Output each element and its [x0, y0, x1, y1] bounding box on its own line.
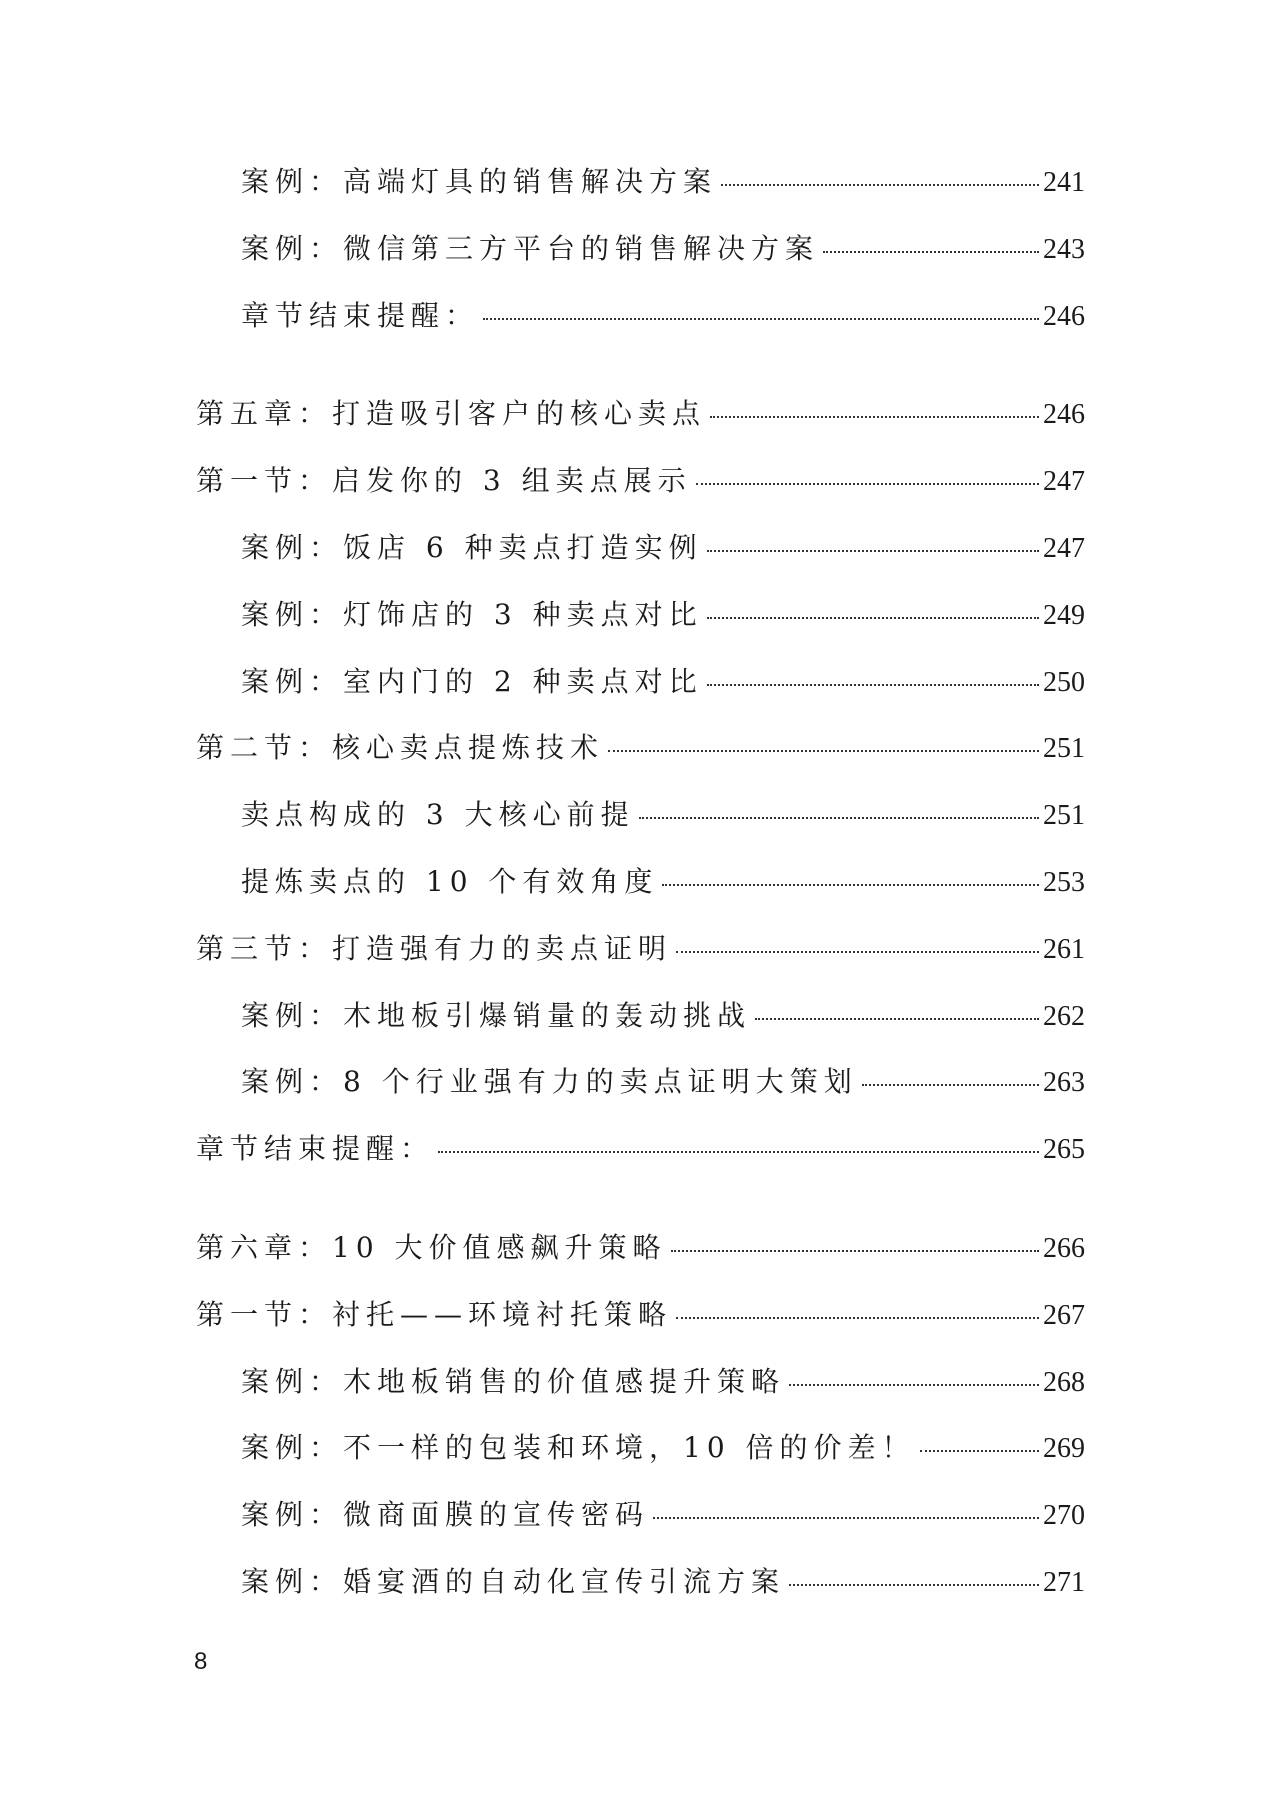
- toc-entry-title: 章节结束提醒：: [196, 1132, 435, 1166]
- toc-entry[interactable]: [196, 593, 1085, 660]
- toc-entry-title: 案例：婚宴酒的自动化宣传引流方案: [241, 1564, 786, 1598]
- dot-leader: [823, 251, 1039, 253]
- dot-leader: [662, 884, 1039, 886]
- toc-entry-title: 第五章：打造吸引客户的核心卖点: [196, 397, 707, 431]
- toc-entry[interactable]: [196, 1293, 1085, 1360]
- toc-entry-title: 第一节：衬托——环境衬托策略: [196, 1297, 673, 1331]
- toc-entry[interactable]: [196, 1560, 1085, 1627]
- dot-leader: [671, 1250, 1039, 1252]
- dot-leader: [438, 1151, 1039, 1153]
- dot-leader: [639, 817, 1039, 819]
- toc-entry-title: 第六章：10 大价值感飙升策略: [196, 1230, 667, 1264]
- toc-entry[interactable]: [196, 1426, 1085, 1493]
- dot-leader: [789, 1384, 1039, 1386]
- page-number: 8: [194, 1648, 208, 1675]
- dot-leader: [707, 617, 1039, 619]
- toc-entry-page-number: 247: [1043, 532, 1085, 564]
- dot-leader: [483, 318, 1039, 320]
- toc-entry[interactable]: [196, 1493, 1085, 1560]
- dot-leader: [676, 951, 1039, 953]
- dot-leader: [707, 684, 1039, 686]
- toc-entry-page-number: 246: [1043, 300, 1085, 332]
- toc-entry[interactable]: [196, 1127, 1085, 1194]
- toc-entry-page-number: 241: [1043, 167, 1085, 198]
- toc-entry-title: 案例：室内门的 2 种卖点对比: [241, 664, 703, 698]
- toc-entry-page-number: 251: [1043, 733, 1085, 765]
- toc-entry-page-number: 246: [1043, 399, 1085, 431]
- toc-entry-title: 卖点构成的 3 大核心前提: [241, 798, 635, 832]
- dot-leader: [710, 416, 1039, 418]
- dot-leader: [862, 1084, 1039, 1086]
- toc-entry-page-number: 253: [1043, 866, 1085, 898]
- toc-entry[interactable]: [196, 459, 1085, 526]
- toc-entry-title: 第二节：核心卖点提炼技术: [196, 731, 605, 765]
- dot-leader: [653, 1517, 1039, 1519]
- toc-entry-title: 案例：木地板引爆销量的轰动挑战: [241, 998, 752, 1032]
- toc-entry[interactable]: [196, 860, 1085, 927]
- toc-entry-title: 章节结束提醒：: [241, 298, 480, 332]
- toc-entry-page-number: 270: [1043, 1500, 1085, 1532]
- toc-entry-page-number: 271: [1043, 1566, 1085, 1598]
- dot-leader: [707, 550, 1039, 552]
- toc-entry-title: 提炼卖点的 10 个有效角度: [241, 864, 659, 898]
- toc-entry[interactable]: [196, 927, 1085, 994]
- toc-entry-page-number: 251: [1043, 800, 1085, 832]
- toc-entry-page-number: 247: [1043, 466, 1085, 498]
- dot-leader: [755, 1018, 1039, 1020]
- dot-leader: [676, 1317, 1039, 1319]
- toc-entry-page-number: 250: [1043, 666, 1085, 698]
- toc-entry-page-number: 266: [1043, 1232, 1085, 1264]
- table-of-contents: [196, 160, 1085, 1627]
- toc-entry[interactable]: [196, 660, 1085, 727]
- toc-entry-title: 案例：木地板销售的价值感提升策略: [241, 1364, 786, 1398]
- toc-entry-title: 案例：不一样的包装和环境，10 倍的价差！: [241, 1431, 916, 1465]
- toc-entry-title: 第三节：打造强有力的卖点证明: [196, 931, 673, 965]
- toc-entry-title: 案例：8 个行业强有力的卖点证明大策划: [241, 1065, 858, 1099]
- toc-entry-page-number: 262: [1043, 1000, 1085, 1032]
- toc-entry[interactable]: [196, 793, 1085, 860]
- toc-entry[interactable]: [196, 392, 1085, 459]
- dot-leader: [920, 1450, 1039, 1452]
- toc-entry[interactable]: [196, 726, 1085, 793]
- dot-leader: [789, 1584, 1039, 1586]
- toc-entry[interactable]: [196, 1226, 1085, 1293]
- toc-entry-title: 案例：高端灯具的销售解决方案: [241, 165, 718, 198]
- toc-entry[interactable]: [196, 1060, 1085, 1127]
- toc-entry-page-number: 261: [1043, 933, 1085, 965]
- toc-entry[interactable]: [196, 994, 1085, 1061]
- dot-leader: [696, 483, 1039, 485]
- toc-entry-title: 案例：饭店 6 种卖点打造实例: [241, 530, 703, 564]
- toc-entry-title: 案例：微商面膜的宣传密码: [241, 1498, 650, 1532]
- toc-entry[interactable]: [196, 526, 1085, 593]
- toc-entry-page-number: 268: [1043, 1366, 1085, 1398]
- toc-entry[interactable]: [196, 1360, 1085, 1427]
- toc-entry-title: 第一节：启发你的 3 组卖点展示: [196, 464, 692, 498]
- toc-entry-page-number: 249: [1043, 599, 1085, 631]
- toc-entry[interactable]: [196, 160, 1085, 227]
- dot-leader: [608, 750, 1039, 752]
- toc-entry-page-number: 265: [1043, 1134, 1085, 1166]
- toc-entry-page-number: 267: [1043, 1299, 1085, 1331]
- toc-entry-page-number: 269: [1043, 1433, 1085, 1465]
- toc-entry[interactable]: [196, 227, 1085, 294]
- toc-entry-page-number: 243: [1043, 233, 1085, 265]
- dot-leader: [721, 184, 1039, 186]
- toc-entry-title: 案例：微信第三方平台的销售解决方案: [241, 231, 820, 265]
- toc-entry[interactable]: [196, 294, 1085, 361]
- toc-entry-title: 案例：灯饰店的 3 种卖点对比: [241, 597, 703, 631]
- toc-entry-page-number: 263: [1043, 1067, 1085, 1099]
